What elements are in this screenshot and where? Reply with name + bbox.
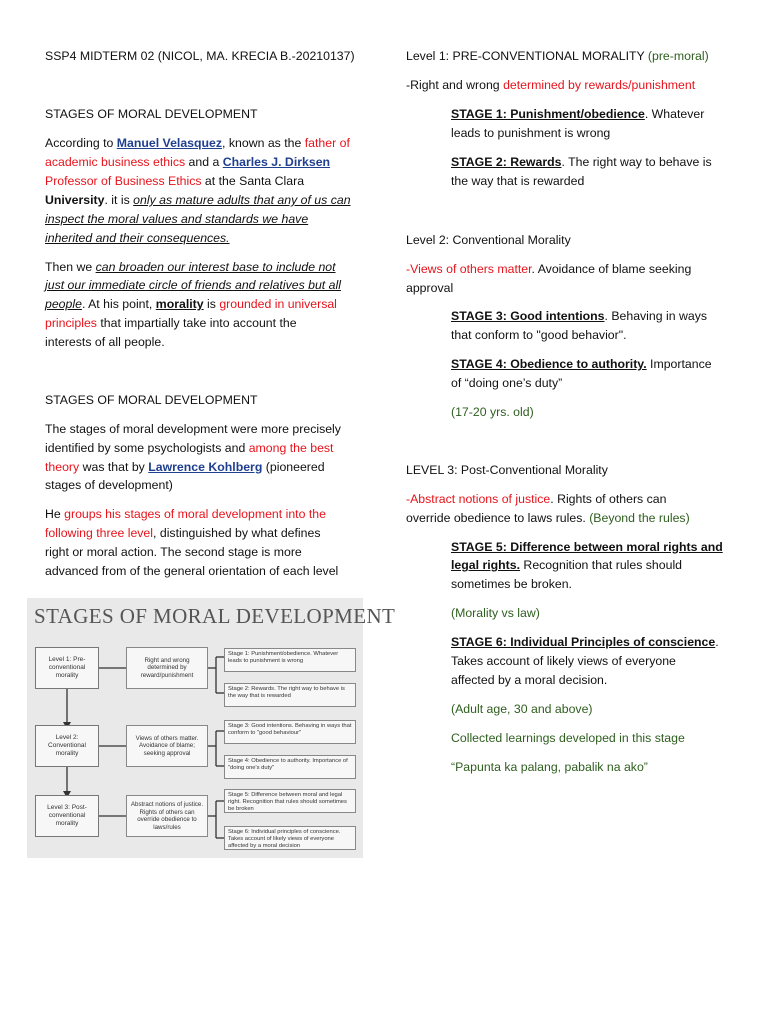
morality-vs-law: (Morality vs law)	[451, 606, 540, 620]
collected-learnings: Collected learnings developed in this stage	[451, 731, 685, 745]
kohlberg-link[interactable]: Lawrence Kohlberg	[148, 460, 263, 474]
diagram-stage-1: Stage 1: Punishment/obedience. Whatever leads to punishment is wrong	[224, 648, 356, 672]
age-range-2: (Adult age, 30 and above)	[451, 702, 593, 716]
diagram-level-3: Level 3: Post-conventional morality	[35, 795, 99, 837]
diagram-desc-1: Right and wrong determined by reward/punishment	[126, 647, 208, 689]
level-2-heading: Level 2: Conventional Morality	[406, 233, 571, 247]
diagram-title: STAGES OF MORAL DEVELOPMENT	[34, 604, 396, 628]
diagram-level-1: Level 1: Pre-conventional morality	[35, 647, 99, 689]
diagram-stage-6: Stage 6: Individual principles of conscience. Takes account of likely views of everyone affected by a moral decision	[224, 826, 356, 850]
diagram-stage-5: Stage 5: Difference between moral and legal right. Recognition that rules should sometimes be broken	[224, 789, 356, 813]
velasquez-link[interactable]: Manuel Velasquez	[116, 136, 223, 150]
age-range-1: (17-20 yrs. old)	[451, 405, 534, 419]
diagram-desc-2: Views of others matter. Avoidance of blame; seeking approval	[126, 725, 208, 767]
document-header: SSP4 MIDTERM 02 (NICOL, MA. KRECIA B.-20210137)	[45, 49, 355, 63]
diagram-level-2: Level 2: Conventional morality	[35, 725, 99, 767]
diagram-stage-4: Stage 4: Obedience to authority. Importance of "doing one's duty"	[224, 755, 356, 779]
moral-development-diagram	[27, 598, 396, 858]
level-1-heading: Level 1: PRE-CONVENTIONAL MORALITY (pre-moral)	[406, 49, 709, 63]
level-1-description: -Right and wrong determined by rewards/punishment	[406, 78, 696, 92]
section-heading: STAGES OF MORAL DEVELOPMENT	[45, 107, 258, 121]
section-heading-2: STAGES OF MORAL DEVELOPMENT	[45, 393, 258, 407]
level-3-heading: LEVEL 3: Post-Conventional Morality	[406, 463, 608, 477]
dirksen-link[interactable]: Charles J. Dirksen	[222, 155, 331, 169]
diagram-stage-3: Stage 3: Good intentions. Behaving in ways that conform to "good behaviour"	[224, 720, 356, 744]
diagram-desc-3: Abstract notions of justice. Rights of others can override obedience to laws/rules	[126, 795, 208, 837]
closing-quote: “Papunta ka palang, pabalik na ako”	[451, 760, 648, 774]
diagram-stage-2: Stage 2: Rewards. The right way to behave is the way that is rewarded	[224, 683, 356, 707]
